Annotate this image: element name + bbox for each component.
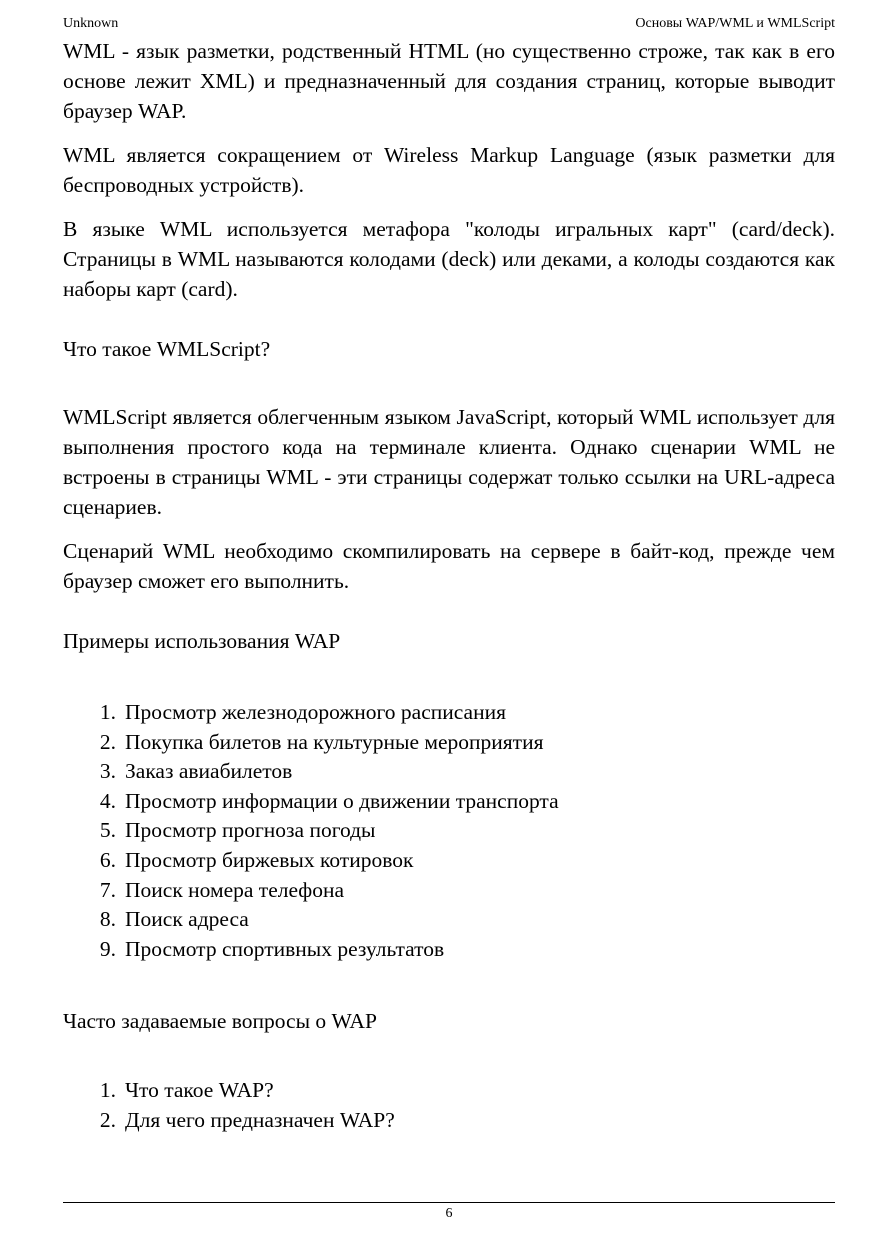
- wmlscript-paragraph-1: WMLScript является облегченным языком JavaScript, который WML использует для выполнения простого кода на терминале клиента. Однако сценарии WML не встроены в страницы WML - эти страницы содержат только ссылки на URL-адреса сценариев.: [63, 405, 835, 519]
- section-heading-wmlscript: Что такое WMLScript?: [63, 337, 271, 361]
- list-item: 8. Поиск адреса: [99, 907, 249, 932]
- faq-list: [63, 1076, 835, 1135]
- examples-list: [63, 698, 835, 964]
- list-item: 4. Просмотр информации о движении транспорта: [99, 788, 559, 813]
- intro-paragraph-1: WML - язык разметки, родственный HTML (но существенно строже, так как в его основе лежит XML) и предназначенный для создания страниц, которые выводит браузер WAP.: [63, 39, 835, 123]
- wmlscript-paragraph-2: Сценарий WML необходимо скомпилировать на сервере в байт-код, прежде чем браузер сможет его выполнить.: [63, 539, 835, 593]
- list-item: 7. Поиск номера телефона: [99, 877, 345, 902]
- section-heading-faq: Часто задаваемые вопросы о WAP: [63, 1009, 377, 1034]
- intro-paragraph-2: WML является сокращением от Wireless Markup Language (язык разметки для беспроводных устройств).: [63, 143, 835, 197]
- page-content: [63, 36, 835, 1136]
- footer-divider: [63, 1202, 835, 1203]
- header-left-text: Unknown: [63, 16, 119, 31]
- list-item: 9. Просмотр спортивных результатов: [99, 936, 445, 961]
- header-document-title: Основы WAP/WML и WMLScript: [635, 16, 835, 31]
- page-number: 6: [445, 1206, 453, 1221]
- list-item: 1. Просмотр железнодорожного расписания: [99, 700, 507, 724]
- list-item: 1. Что такое WAP?: [99, 1078, 274, 1103]
- list-item: 2. Для чего предназначен WAP?: [99, 1107, 395, 1132]
- page-header: [63, 16, 835, 36]
- list-item: 3. Заказ авиабилетов: [99, 759, 293, 784]
- intro-paragraph-3: В языке WML используется метафора "колоды игральных карт" (card/deck). Страницы в WML называются колодами (deck) или деками, а колоды создаются как наборы карт (card).: [63, 217, 835, 301]
- list-item: 2. Покупка билетов на культурные мероприятия: [99, 729, 544, 754]
- section-heading-examples: Примеры использования WAP: [63, 629, 341, 653]
- list-item: 6. Просмотр биржевых котировок: [99, 847, 414, 872]
- list-item: 5. Просмотр прогноза погоды: [99, 818, 376, 843]
